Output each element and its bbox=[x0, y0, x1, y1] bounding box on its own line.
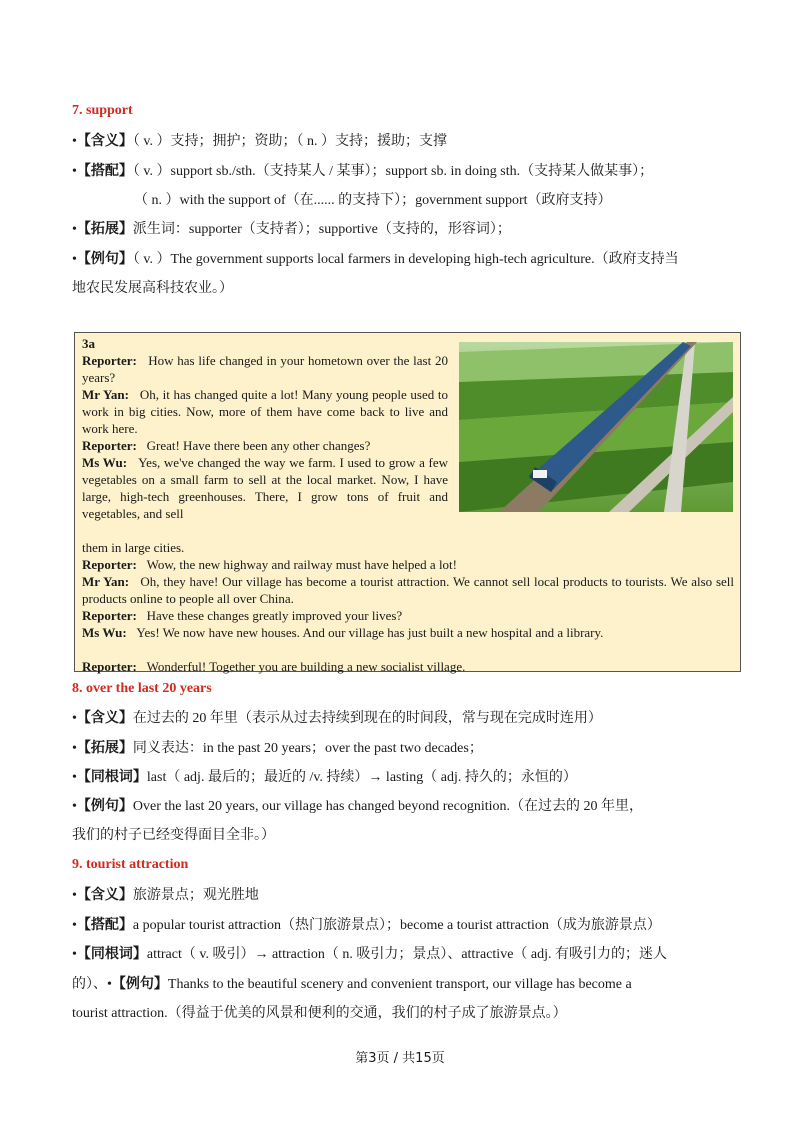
sec8-line-meaning: •【含义】在过去的 20 年里（表示从过去持续到现在的时间段，常与现在完成时连用） bbox=[72, 711, 602, 726]
dialogue-line-7: Reporter: Have these changes greatly improved your lives? bbox=[82, 608, 403, 623]
sec8-line-cognate: •【同根词】last（ adj. 最后的；最近的 /v. 持续）→ lasting（ adj. 持久的；永恒的） bbox=[72, 770, 577, 785]
train-countryside-photo bbox=[459, 342, 733, 512]
sec7-line-extension: •【拓展】派生词：supporter（支持者）；supportive（支持的，形容词）； bbox=[72, 222, 511, 237]
sec7-line-example-cont: 地农民发展高科技农业。） bbox=[72, 281, 233, 296]
dialogue-line-9: Reporter: Wonderful! Together you are building a new socialist village. bbox=[82, 659, 466, 674]
sec7-line-collocation: •【搭配】（ v. ）support sb./sth.（支持某人 / 某事）；support sb. in doing sth.（支持某人做某事）； bbox=[72, 164, 654, 179]
sec7-line-example: •【例句】（ v. ）The government supports local farmers in developing high-tech agriculture.（政府支持当 bbox=[72, 252, 679, 267]
section-9-title: 9. tourist attraction bbox=[72, 857, 189, 872]
dialogue-line-5: Reporter: Wow, the new highway and railway must have helped a lot! bbox=[82, 557, 457, 572]
sec8-line-extension: •【拓展】同义表达：in the past 20 years；over the past two decades； bbox=[72, 741, 483, 756]
dialogue-line-2: Mr Yan: Oh, it has changed quite a lot! Many young people used to work in big cities. Now, more of them have come back to live and work here. bbox=[82, 387, 448, 436]
sec7-line-meaning: •【含义】（ v. ）支持；拥护；资助；（ n. ）支持；援助；支撑 bbox=[72, 134, 447, 149]
sec9-line-example-cont: tourist attraction.（得益于优美的风景和便利的交通，我们的村子成了旅游景点。） bbox=[72, 1006, 567, 1021]
sec9-line-cognate-cont: 的）、•【例句】Thanks to the beautiful scenery and convenient transport, our village has become a bbox=[72, 977, 632, 992]
sec9-line-collocation: •【搭配】a popular tourist attraction（热门旅游景点）；become a tourist attraction（成为旅游景点） bbox=[72, 918, 661, 933]
sec8-line-example-cont: 我们的村子已经变得面目全非。） bbox=[72, 828, 275, 843]
dialogue-continued: them in large cities. bbox=[82, 540, 185, 555]
sec7-line-collocation-cont: （ n. ）with the support of（在...... 的支持下）；government support（政府支持） bbox=[134, 193, 612, 208]
box-label: 3a bbox=[82, 336, 95, 351]
dialogue-line-8: Ms Wu: Yes! We now have new houses. And our village has just built a new hospital and a library. bbox=[82, 625, 604, 640]
dialogue-line-1: Reporter: How has life changed in your hometown over the last 20 years? bbox=[82, 353, 448, 385]
dialogue-line-6: Mr Yan: Oh, they have! Our village has become a tourist attraction. We cannot sell local products to tourists. We also sell products online to people all over China. bbox=[82, 574, 735, 606]
dialogue-line-3: Reporter: Great! Have there been any other changes? bbox=[82, 438, 371, 453]
sec8-line-example: •【例句】Over the last 20 years, our village has changed beyond recognition.（在过去的 20 年里， bbox=[72, 799, 644, 814]
railway-image-icon bbox=[459, 342, 733, 512]
sec9-line-meaning: •【含义】旅游景点；观光胜地 bbox=[72, 888, 259, 903]
dialogue-line-4: Ms Wu: Yes, we've changed the way we farm. I used to grow a few vegetables on a small farm to sell at the local market. Now, I have large, high-tech greenhouses. There, I grow tons of fruit and vegetables, and sell bbox=[82, 455, 449, 521]
section-7-title: 7. support bbox=[72, 103, 133, 118]
page-footer: 第3页 / 共15页 bbox=[355, 1051, 445, 1066]
section-8-title: 8. over the last 20 years bbox=[72, 681, 212, 696]
sec9-line-cognate: •【同根词】attract（ v. 吸引）→ attraction（ n. 吸引力；景点）、attractive（ adj. 有吸引力的；迷人 bbox=[72, 947, 668, 962]
dialogue-box bbox=[74, 332, 741, 672]
